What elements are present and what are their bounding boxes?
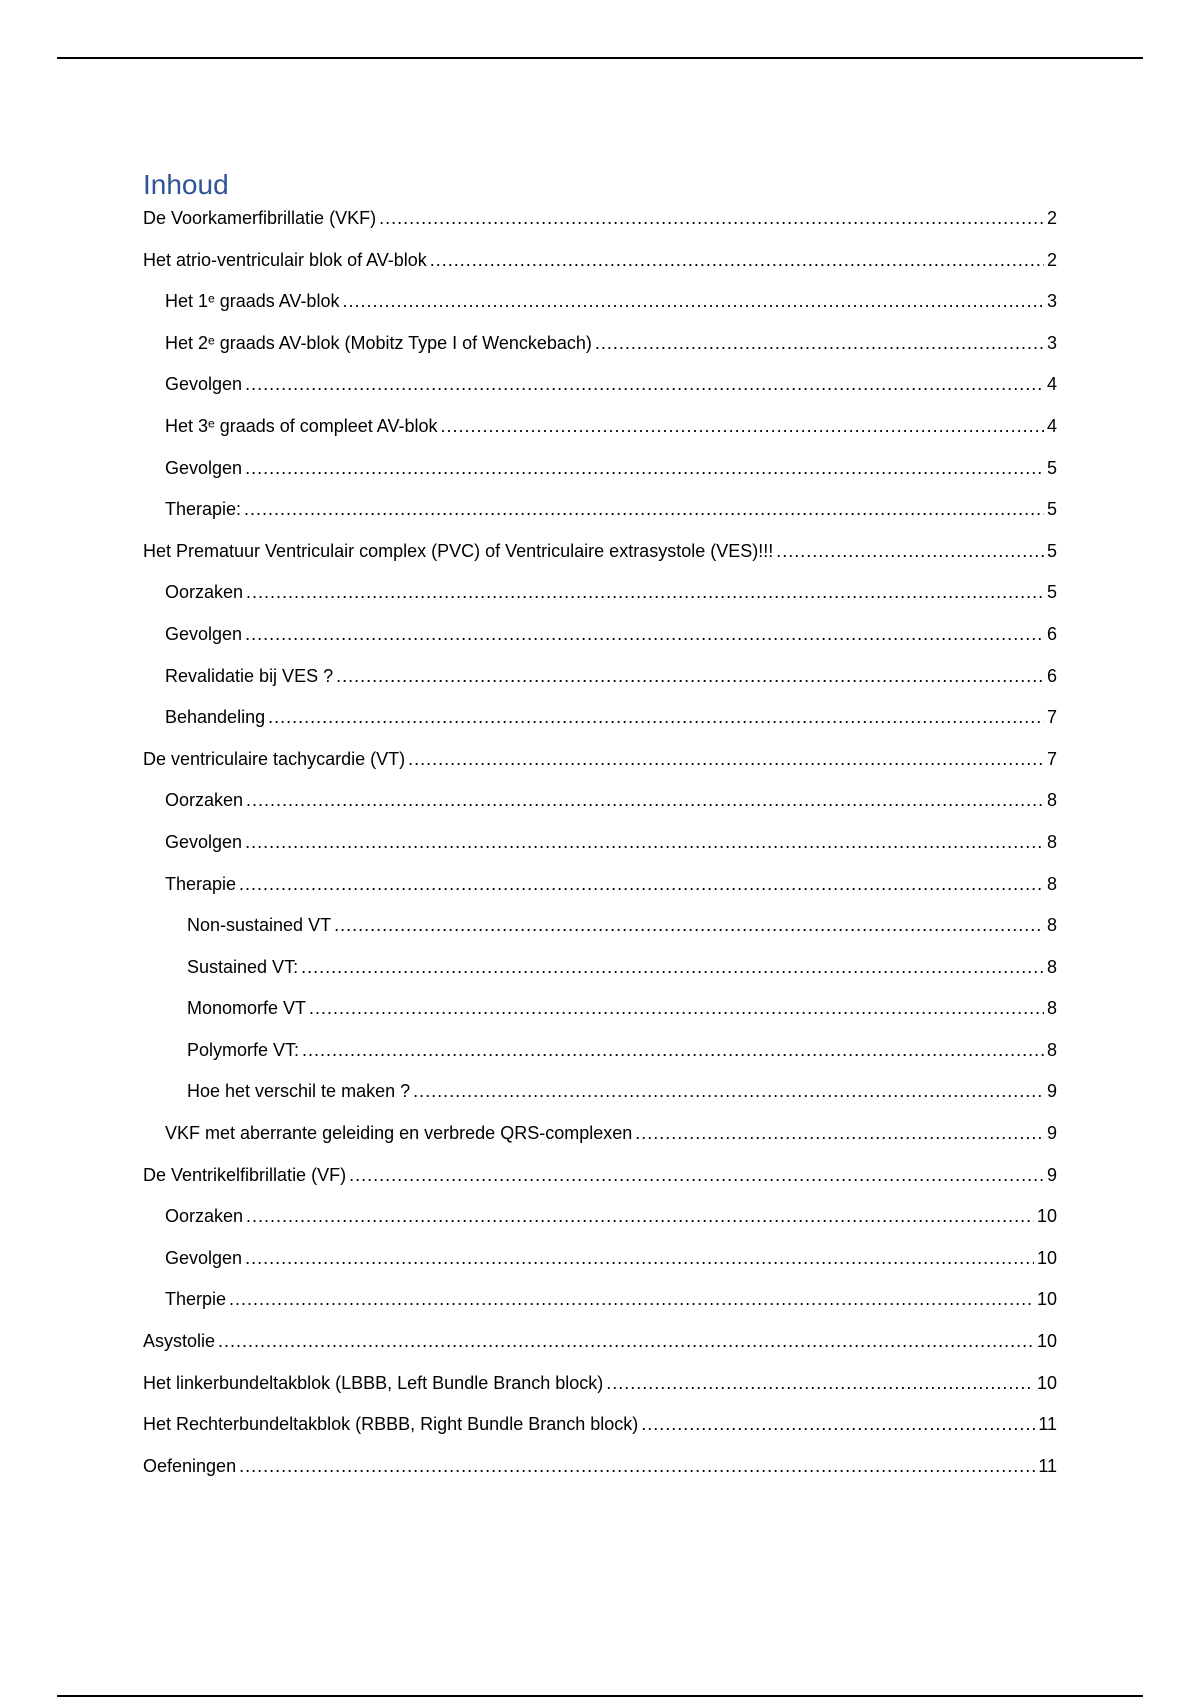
toc-entry[interactable] — [143, 623, 1057, 645]
toc-entry-text[interactable]: Behandeling — [165, 707, 266, 728]
toc-entry-text[interactable]: Oorzaken — [165, 790, 244, 811]
toc-entry-page-number[interactable]: 2 — [1046, 208, 1057, 228]
toc-entry[interactable] — [143, 997, 1057, 1019]
toc-entry-page-number[interactable]: 9 — [1046, 1164, 1057, 1185]
toc-entry[interactable] — [143, 1205, 1057, 1227]
toc-dot-leader — [334, 914, 1044, 936]
footer-rule — [57, 1695, 1143, 1697]
toc-entry-text[interactable]: Therapie: — [165, 499, 242, 520]
header-rule — [57, 57, 1143, 59]
toc-entry-text[interactable]: Oorzaken — [165, 1206, 244, 1227]
toc-entry-text[interactable]: Asystolie — [143, 1331, 216, 1352]
toc-entry-page-number[interactable]: 2 — [1046, 249, 1057, 270]
toc-entry[interactable] — [143, 1080, 1057, 1102]
toc-entry-page-number[interactable]: 11 — [1038, 1414, 1057, 1435]
table-of-contents — [143, 165, 1057, 1496]
toc-entry[interactable] — [143, 956, 1057, 978]
toc-entry-page-number[interactable]: 3 — [1046, 332, 1057, 353]
toc-entry-page-number[interactable]: 8 — [1046, 1039, 1057, 1060]
toc-entry-text[interactable]: Gevolgen — [165, 457, 243, 478]
toc-dot-leader — [441, 415, 1044, 437]
toc-dot-leader — [349, 1164, 1044, 1186]
toc-dot-leader — [408, 748, 1044, 770]
toc-entry[interactable] — [143, 1039, 1057, 1061]
toc-dot-leader — [246, 789, 1044, 811]
toc-list — [143, 207, 1057, 1477]
toc-dot-leader — [268, 706, 1044, 728]
toc-entry[interactable] — [143, 249, 1057, 271]
toc-entry[interactable] — [143, 498, 1057, 520]
toc-entry-page-number[interactable]: 9 — [1046, 1081, 1057, 1102]
toc-entry[interactable] — [143, 665, 1057, 687]
toc-entry-text[interactable]: Revalidatie bij VES ? — [165, 665, 334, 686]
toc-entry-text[interactable]: Gevolgen — [165, 831, 243, 852]
toc-entry-page-number[interactable]: 5 — [1046, 582, 1057, 603]
toc-entry-page-number[interactable]: 4 — [1046, 374, 1057, 395]
toc-entry-page-number[interactable]: 11 — [1038, 1455, 1057, 1476]
toc-entry[interactable] — [143, 373, 1057, 395]
toc-entry-text[interactable]: Het Prematuur Ventriculair complex (PVC) of Ventriculaire extrasystole (VES)!!! — [143, 540, 774, 561]
toc-dot-leader — [595, 332, 1044, 354]
toc-entry-text[interactable]: Oorzaken — [165, 582, 244, 603]
toc-entry-text[interactable]: Het linkerbundeltakblok (LBBB, Left Bundle Branch block) — [143, 1372, 604, 1393]
toc-entry-text[interactable]: Hoe het verschil te maken ? — [187, 1081, 411, 1102]
toc-entry[interactable] — [143, 1164, 1057, 1186]
toc-dot-leader — [336, 665, 1044, 687]
toc-entry-text[interactable]: Polymorfe VT: — [187, 1039, 300, 1060]
toc-entry[interactable] — [143, 415, 1057, 437]
toc-entry-text[interactable]: Non-sustained VT — [187, 915, 332, 936]
toc-dot-leader — [776, 540, 1044, 562]
toc-entry-page-number[interactable]: 7 — [1046, 707, 1057, 728]
toc-entry-text[interactable]: Gevolgen — [165, 1247, 243, 1268]
toc-dot-leader — [246, 581, 1044, 603]
toc-entry[interactable] — [143, 748, 1057, 770]
toc-entry[interactable] — [143, 831, 1057, 853]
toc-entry[interactable] — [143, 1413, 1057, 1435]
toc-entry-text[interactable]: Het 2ᵉ graads AV-blok (Mobitz Type I of Wenckebach) — [165, 332, 592, 353]
toc-entry[interactable] — [143, 457, 1057, 479]
toc-entry-text[interactable]: De Ventrikelfibrillatie (VF) — [143, 1164, 347, 1185]
toc-entry-text[interactable]: Het Rechterbundeltakblok (RBBB, Right Bundle Branch block) — [143, 1414, 639, 1435]
toc-entry-text[interactable]: Het 1ᵉ graads AV-blok — [165, 291, 340, 312]
toc-entry[interactable] — [143, 706, 1057, 728]
toc-entry-page-number[interactable]: 8 — [1046, 956, 1057, 977]
toc-entry[interactable] — [143, 1455, 1057, 1477]
toc-dot-leader — [239, 1455, 1035, 1477]
toc-entry-page-number[interactable]: 8 — [1046, 790, 1057, 811]
toc-entry-text[interactable]: De Voorkamerfibrillatie (VKF) — [143, 208, 377, 228]
toc-entry[interactable] — [143, 1372, 1057, 1394]
toc-entry[interactable] — [143, 1330, 1057, 1352]
toc-entry[interactable] — [143, 540, 1057, 562]
toc-entry-text[interactable]: Therapie — [165, 873, 237, 894]
toc-dot-leader — [218, 1330, 1034, 1352]
toc-entry[interactable] — [143, 1288, 1057, 1310]
toc-entry-page-number[interactable]: 10 — [1036, 1331, 1057, 1352]
toc-entry-page-number[interactable]: 9 — [1046, 1123, 1057, 1144]
toc-entry-text[interactable]: Gevolgen — [165, 374, 243, 395]
toc-dot-leader — [239, 873, 1044, 895]
toc-entry-page-number[interactable]: 8 — [1046, 831, 1057, 852]
toc-entry-page-number[interactable]: 5 — [1046, 499, 1057, 520]
toc-entry-text[interactable]: Gevolgen — [165, 623, 243, 644]
toc-entry-page-number[interactable]: 7 — [1046, 748, 1057, 769]
toc-entry-page-number[interactable]: 10 — [1036, 1289, 1057, 1310]
toc-entry-text[interactable]: Monomorfe VT — [187, 998, 307, 1019]
toc-entry-text[interactable]: Het atrio-ventriculair blok of AV-blok — [143, 249, 427, 270]
toc-entry-page-number[interactable]: 4 — [1046, 415, 1057, 436]
toc-dot-leader — [244, 498, 1044, 520]
toc-entry[interactable] — [143, 581, 1057, 603]
toc-dot-leader — [245, 831, 1044, 853]
toc-entry-text[interactable]: Sustained VT: — [187, 956, 299, 977]
toc-entry-page-number[interactable]: 5 — [1046, 540, 1057, 561]
toc-entry[interactable] — [143, 1122, 1057, 1144]
toc-entry-page-number[interactable]: 10 — [1036, 1247, 1057, 1268]
toc-entry-page-number[interactable]: 3 — [1046, 291, 1057, 312]
toc-dot-leader — [641, 1413, 1035, 1435]
toc-entry-page-number[interactable]: 5 — [1046, 457, 1057, 478]
toc-dot-leader — [245, 623, 1044, 645]
toc-entry[interactable] — [143, 207, 1057, 229]
toc-dot-leader — [606, 1372, 1034, 1394]
toc-entry[interactable] — [143, 332, 1057, 354]
toc-entry-page-number[interactable]: 10 — [1036, 1372, 1057, 1393]
toc-entry-page-number[interactable]: 6 — [1046, 665, 1057, 686]
toc-entry[interactable] — [143, 873, 1057, 895]
toc-dot-leader — [245, 373, 1044, 395]
toc-entry-page-number[interactable]: 8 — [1046, 915, 1057, 936]
toc-entry[interactable] — [143, 1247, 1057, 1269]
toc-entry-page-number[interactable]: 8 — [1046, 998, 1057, 1019]
toc-dot-leader — [635, 1122, 1044, 1144]
toc-entry-text[interactable]: Oefeningen — [143, 1455, 237, 1476]
toc-dot-leader — [413, 1080, 1044, 1102]
toc-dot-leader — [302, 1039, 1044, 1061]
toc-entry-page-number[interactable]: 6 — [1046, 623, 1057, 644]
toc-entry[interactable] — [143, 914, 1057, 936]
toc-dot-leader — [229, 1288, 1034, 1310]
toc-entry-page-number[interactable]: 10 — [1036, 1206, 1057, 1227]
toc-entry-page-number[interactable]: 8 — [1046, 873, 1057, 894]
toc-dot-leader — [342, 290, 1044, 312]
toc-dot-leader — [379, 207, 1044, 229]
toc-entry[interactable] — [143, 290, 1057, 312]
toc-entry-text[interactable]: Het 3ᵉ graads of compleet AV-blok — [165, 415, 438, 436]
toc-dot-leader — [301, 956, 1044, 978]
toc-dot-leader — [430, 249, 1044, 271]
toc-dot-leader — [246, 1205, 1034, 1227]
toc-title: Inhoud — [143, 169, 229, 200]
toc-dot-leader — [309, 997, 1044, 1019]
toc-entry-text[interactable]: Therpie — [165, 1289, 227, 1310]
toc-entry-text[interactable]: VKF met aberrante geleiding en verbrede QRS-complexen — [165, 1123, 633, 1144]
toc-dot-leader — [245, 1247, 1034, 1269]
toc-dot-leader — [245, 457, 1044, 479]
toc-entry-text[interactable]: De ventriculaire tachycardie (VT) — [143, 748, 406, 769]
toc-entry[interactable] — [143, 789, 1057, 811]
